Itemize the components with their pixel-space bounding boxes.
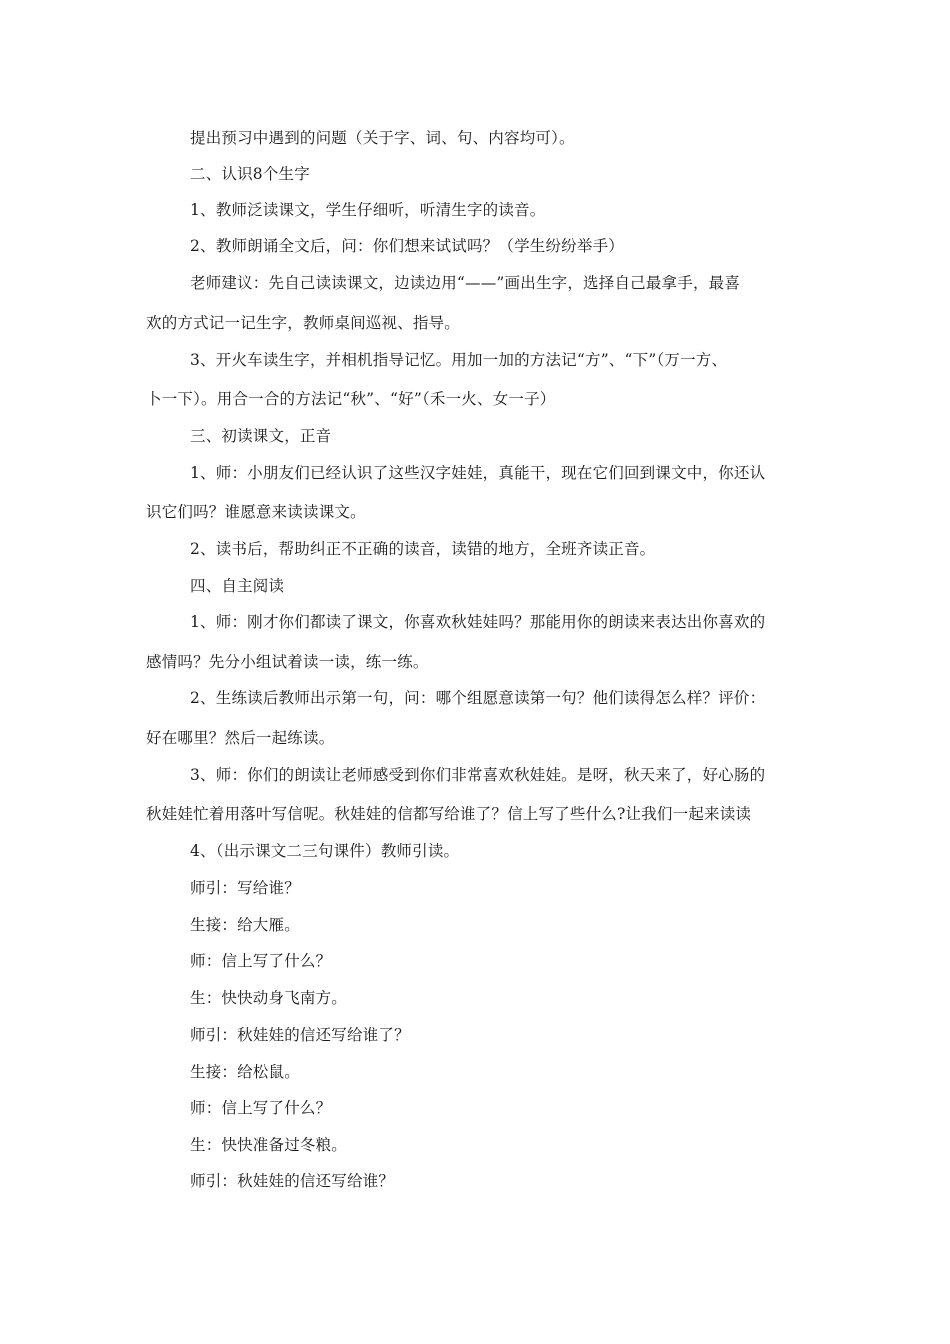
paragraph-line: 2、教师朗诵全文后，问：你们想来试试吗？（学生纷纷举手） [190, 237, 624, 255]
paragraph-line: 欢的方式记一记生字，教师桌间巡视、指导。 [146, 314, 461, 332]
paragraph-line: 1、教师泛读课文，学生仔细听，听清生字的读音。 [190, 201, 546, 219]
paragraph-line: 老师建议：先自己读读课文，边读边用“——”画出生字，选择自己最拿手，最喜 [190, 274, 741, 292]
paragraph-line: 4、（出示课文二三句课件）教师引读。 [190, 842, 460, 860]
section-heading: 四、自主阅读 [190, 577, 285, 595]
paragraph-line: 3、开火车读生字，并相机指导记忆。用加一加的方法记“方”、“下”（万一方、 [190, 351, 728, 369]
dialogue-line: 师引：写给谁？ [190, 879, 300, 897]
paragraph-line: 提出预习中遇到的问题（关于字、词、句、内容均可）。 [190, 129, 575, 147]
paragraph-line: 1、师：刚才你们都读了课文，你喜欢秋娃娃吗？那能用你的朗读来表达出你喜欢的 [190, 613, 766, 631]
paragraph-line: 秋娃娃忙着用落叶写信呢。秋娃娃的信都写给谁了？信上写了些什么?让我们一起来读读 [146, 805, 752, 823]
dialogue-line: 师引：秋娃娃的信还写给谁了？ [190, 1026, 410, 1044]
dialogue-line: 生：快快动身飞南方。 [190, 989, 348, 1007]
section-heading: 三、初读课文，正音 [190, 427, 332, 445]
section-heading: 二、认识8个生字 [190, 165, 310, 183]
paragraph-line: 2、读书后，帮助纠正不正确的读音，读错的地方，全班齐读正音。 [190, 540, 656, 558]
paragraph-line: 2、生练读后教师出示第一句，问：哪个组愿意读第一句？他们读得怎么样？评价： [190, 689, 766, 707]
dialogue-line: 师：信上写了什么？ [190, 1099, 332, 1117]
paragraph-line: 感情吗？先分小组试着读一读，练一练。 [146, 653, 429, 671]
paragraph-line: 1、师：小朋友们已经认识了这些汉字娃娃，真能干，现在它们回到课文中，你还认 [190, 464, 766, 482]
dialogue-line: 生接：给松鼠。 [190, 1063, 300, 1081]
paragraph-line: 识它们吗？谁愿意来读读课文。 [146, 503, 366, 521]
dialogue-line: 师：信上写了什么？ [190, 952, 332, 970]
paragraph-line: 卜一下）。用合一合的方法记“秋”、“好”（禾一火、女一子） [146, 390, 556, 408]
paragraph-line: 好在哪里？然后一起练读。 [146, 729, 335, 747]
paragraph-line: 3、师：你们的朗读让老师感受到你们非常喜欢秋娃娃。是呀，秋天来了，好心肠的 [190, 766, 766, 784]
dialogue-line: 生：快快准备过冬粮。 [190, 1136, 348, 1154]
dialogue-line: 生接：给大雁。 [190, 916, 300, 934]
dialogue-line: 师引：秋娃娃的信还写给谁？ [190, 1172, 395, 1190]
